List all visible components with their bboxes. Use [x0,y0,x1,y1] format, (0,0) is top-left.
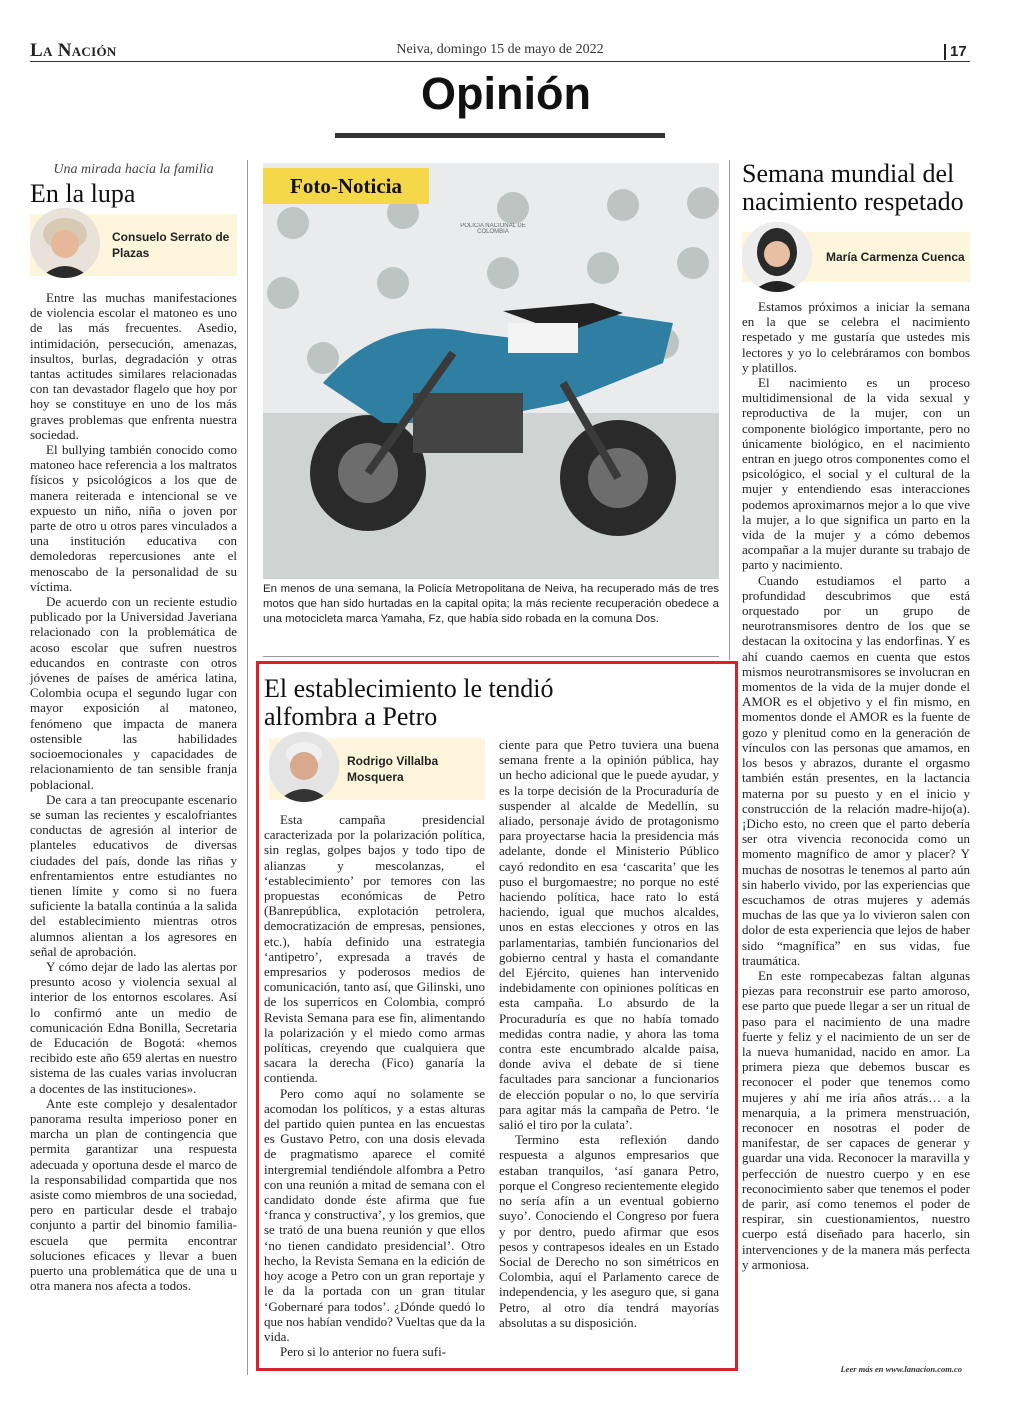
section-underline [335,133,665,138]
news-photo [263,163,719,579]
paragraph: ciente para que Petro tuviera una buena semana frente a la opinión pública, hay un hecho adicional que le puede ayudar, y es la torpe decisión de la Procuraduría de suspender al alcalde de Medellín, su aliado, personaje ávido de protagonismo para proyectarse hacia la presidencia más adelante, donde el Ministerio Público cayó redondito en esa ‘cascarita’ que les puso el burgomaestre; no porque no esté haciendo política, hace rato lo está haciendo, igual que muchos alcaldes, unos en estas elecciones y otros en las parlamentarias, también funcionarios del gobierno central y hasta el comandante del Ejército, quienes han intervenido indebidamente con opiniones políticas en esta campaña. Lo absurdo de la Procuraduría es que no había tomado medidas contra nadie, y ahora las toma contra este encumbrado alcalde paisa, donde aviva el debate de si tiene facultades para sancionar a funcionarios de elección popular o no, lo que serviría para agitar más la campaña de Petro. ‘le salió el tiro por la culata’. [499,737,719,1133]
newspaper-logo: La Nación [30,40,117,61]
author-box [30,214,237,276]
author-photo [30,208,100,278]
photo-divider [263,656,719,657]
paragraph: Pero si lo anterior no fuera sufi- [280,1344,447,1360]
issue-date: Neiva, domingo 15 de mayo de 2022 [396,42,604,57]
paragraph: De acuerdo con un reciente estudio publicado por la Universidad Javeriana relacionado con la problemática de acoso escolar que sufren nuestros educandos en contraste con otros jóvenes de países de américa latina, Colombia ocupa el segundo lugar con mayor exposición al matoneo, fenómeno que impacta de manera ostensible las habilidades socioemocionales y capacidades de relacionamiento de tan sensible franja poblacional. [30,594,237,792]
center-headline: El establecimiento le tendió alfombra a Petro [264,674,554,731]
masthead-rule [30,61,970,62]
paragraph: Termino esta reflexión dando respuesta a algunos empresarios que estaban tranquilos, ‘así ganara Petro, porque el Congreso recientemente elegido no sería afín a un eventual gobierno suyo’. Conociendo el Congreso por fuera y por dentro, puedo afirmar que esos pesos y contrapesos ideales en un Estado Social de Derecho no son simétricos en Colombia, aquí el Parlamento carece de independencia, y les aseguro que, si gana Petro, al otro día tendrá mayorías absolutas a su disposición. [499,1132,719,1330]
author-photo [742,222,812,292]
paragraph: Esta campaña presidencial caracterizada por la polarización política, sin reglas, golpes bajos y todo tipo de alianzas y mescolanzas, el ‘establecimiento’ por temores con las propuestas económicas de Petro (Banrepública, explotación petrolera, democratización de empresas, pensiones, etc.), había definido una estrategia ‘antipetro’, expresada a través de empresarios y poderosos medios de comunicación, tanto así, que Gilinski, uno de los superricos en Colombia, compró Revista Semana para ese fin, alimentando la polarización y el miedo como armas políticas, creyendo que cualquiera que sacara la derecha (Fico) ganaría la contienda. [264,812,485,1086]
section-title: Opinión [421,68,591,119]
paragraph: De cara a tan preocupante escenario se suman las recientes y escalofriantes conductas de agresión al interior de planteles educativos de diversas ciudades del país, donde las riñas y enfrentamientos entre estudiantes no tienen límite y como si no fuera suficiente la batalla continúa a la salida del establecimiento mientras otros alumnos alientan a los agresores en señal de aprobación. [30,791,237,959]
author-name: María Carmenza Cuenca [826,250,965,264]
paragraph: En este rompecabezas faltan algunas piezas para reconstruir ese parto amoroso, ese parto que puede llegar a ser un ritual de paso para el nacimiento de una madre fuerte y feliz y el nacimiento de un ser de la nueva humanidad, nacido en amor. La primera pieza que debemos buscar es reconocer el poder que tenemos como mujeres y ahí me iría años atrás… a la menarquia, a la primera menstruación, reconocer en nosotras el poder de manifestar, de ser capaces de generar y guardar una vida. Reconocer la maravilla y perfección de nuestro cuerpo y en ese reconocimiento saber que tenemos el poder de parir, así como tenemos el poder de respirar, sin cuestionamientos, nuestro cuerpo está diseñado para hacerlo, sin intervenciones y de la manera más perfecta y armoniosa. [742,967,970,1272]
center-author-name: Rodrigo Villalba Mosquera [347,754,439,784]
paragraph: El nacimiento es un proceso multidimensional de la vida sexual y reproductiva de la mujer, con un componente biológico importante, pero no únicamente biológico, en el nacimiento entran en juego otros componentes como el psicológico, el social y el cultural de la mujer y entendiendo esas interacciones podemos aproximarnos mejor a lo que vive la mujer, a lo que significa un parto en la vida de la mujer y a cómo debemos acompañar a la mujer durante su trabajo de parto y nacimiento. [742,375,970,573]
article-headline: En la lupa [30,179,136,208]
center-article-col1 [264,812,485,1367]
foto-noticia-tag: Foto-Noticia [263,168,429,204]
paragraph: Ante este complejo y desalentador panorama resulta imperioso poner en marcha un plan de contingencia que permita garantizar una respuesta adecuada y oportuna desde el marco de la responsabilidad compartida que nos asiste como miembros de una sociedad, pero en particular desde el trabajo conjunto a partir del binomio familia- escuela que permita encontrar soluciones eficaces y llevar a buen puerto una problemática que de una u otra manera nos afecta a todos. [30,1095,237,1294]
paragraph: El bullying también conocido como matoneo hace referencia a los maltratos físicos y psicológicos a los que de manera reiterada e intencional se ve expuesto un niño, niña o joven por parte de otro u otros pares vinculados a una institución educativa con demoledoras repercusiones ante el menoscabo de la personalidad de su víctima. [30,442,237,594]
center-article-col2 [499,737,719,1367]
article-body [30,290,237,1293]
center-author-photo [269,732,339,802]
paragraph: Y cómo dejar de lado las alertas por presunto acoso y violencia sexual al interior de los entornos escolares. Así lo confirmó ante un medio de comunicación Edna Bonilla, Secretaria de Educación de Bogotá: «hemos recibido este año 659 alertas en nuestro sistema de las cuales varias involucran a docentes de las instituciones». [30,958,237,1096]
paragraph: Entre las muchas manifestaciones de violencia escolar el matoneo es uno de las más frecuentes. Asedio, intimidación, persecución, amenazas, insultos, burlas, degradación y otras tantas actitudes similares relacionadas con tan devastador flagelo que hoy por hoy se constituye en uno de los más graves problemas que enfrenta nuestra sociedad. [30,290,237,442]
backdrop-logo-text: POLICIA NACIONAL DE COLOMBIA [460,223,526,235]
page-number: 17 [944,44,967,60]
footer-note: Leer más en www.lanacion.com.co [840,1364,962,1374]
center-author-box [269,738,485,800]
author-name: Consuelo Serrato de Plazas [112,230,230,260]
paragraph: Pero como aquí no solamente se acomodan los políticos, y a estas alturas del partido quien puntea en las encuestas es Gustavo Petro, con una dosis elevada de pragmatismo aparece el comité intergremial tendiéndole alfombra a Petro con una reunión a mitad de semana con el candidato donde éste afirma que fue ‘franca y constructiva’, y los gremios, que se trató de una buena reunión y que ellos ‘no tienen candidato presidencial’. Otro hecho, la Revista Semana en la edición de hoy acoge a Petro con un gran reportaje y le da la portada con un gran titular ‘Gobernaré para todos’. ¿Dónde quedó lo que nos habían vendido? Vueltas que da la vida. [264,1085,485,1344]
column-divider-left [247,160,248,1375]
photo-caption: En menos de una semana, la Policía Metropolitana de Neiva, ha recuperado más de tres motos que han sido hurtadas en la capital opita; la más reciente recuperación obedece a una motocicleta marca Yamaha, Fz, que había sido robada en la comuna Dos. [263,583,719,625]
article-kicker: Una mirada hacia la familia [53,162,214,177]
right-article [742,160,970,1272]
author-box [742,232,970,282]
article-headline: Semana mundial del nacimiento respetado [742,159,964,216]
paragraph: Cuando estudiamos el parto a profundidad descubrimos que está orquestado por un grupo de neurotransmisores dentro de los que se destacan la oxitocina y las endorfinas. Y es ahí cuando caemos en cuenta que estos mismos neurotransmisores se involucran en momentos de la vida de la mujer donde el AMOR es el objetivo y el fin mismo, en momentos donde el AMOR es la fuente de gozo y plenitud como en la generación de vínculos con las personas que amamos, en los besos y abrazos, durante el orgasmo también están presentes, en la lactancia materna por su puesto y en el inicio y construcción de la relación madre-hijo(a). ¡Dicho esto, no creen que el parto debería ser otra vivencia reconocida como un momento magnífico de amor y placer? Y muchas de nosotras le tenemos al parto aún sin haberlo vivido, por las experiencias que escuchamos de otras mujeres y además muchas de las que ya lo vivieron salen con dolor de esta experiencia que lejos de haber sido “magnífica” en sus vidas, fue traumática. [742,572,970,968]
column-divider-right [729,160,730,660]
left-article [30,162,237,1293]
article-body [742,299,970,1272]
paragraph: Estamos próximos a iniciar la semana en la que se celebra el nacimiento respetado y me gustaría que ustedes mis lectores y yo lo celebráramos con bombos y platillos. [742,299,970,375]
